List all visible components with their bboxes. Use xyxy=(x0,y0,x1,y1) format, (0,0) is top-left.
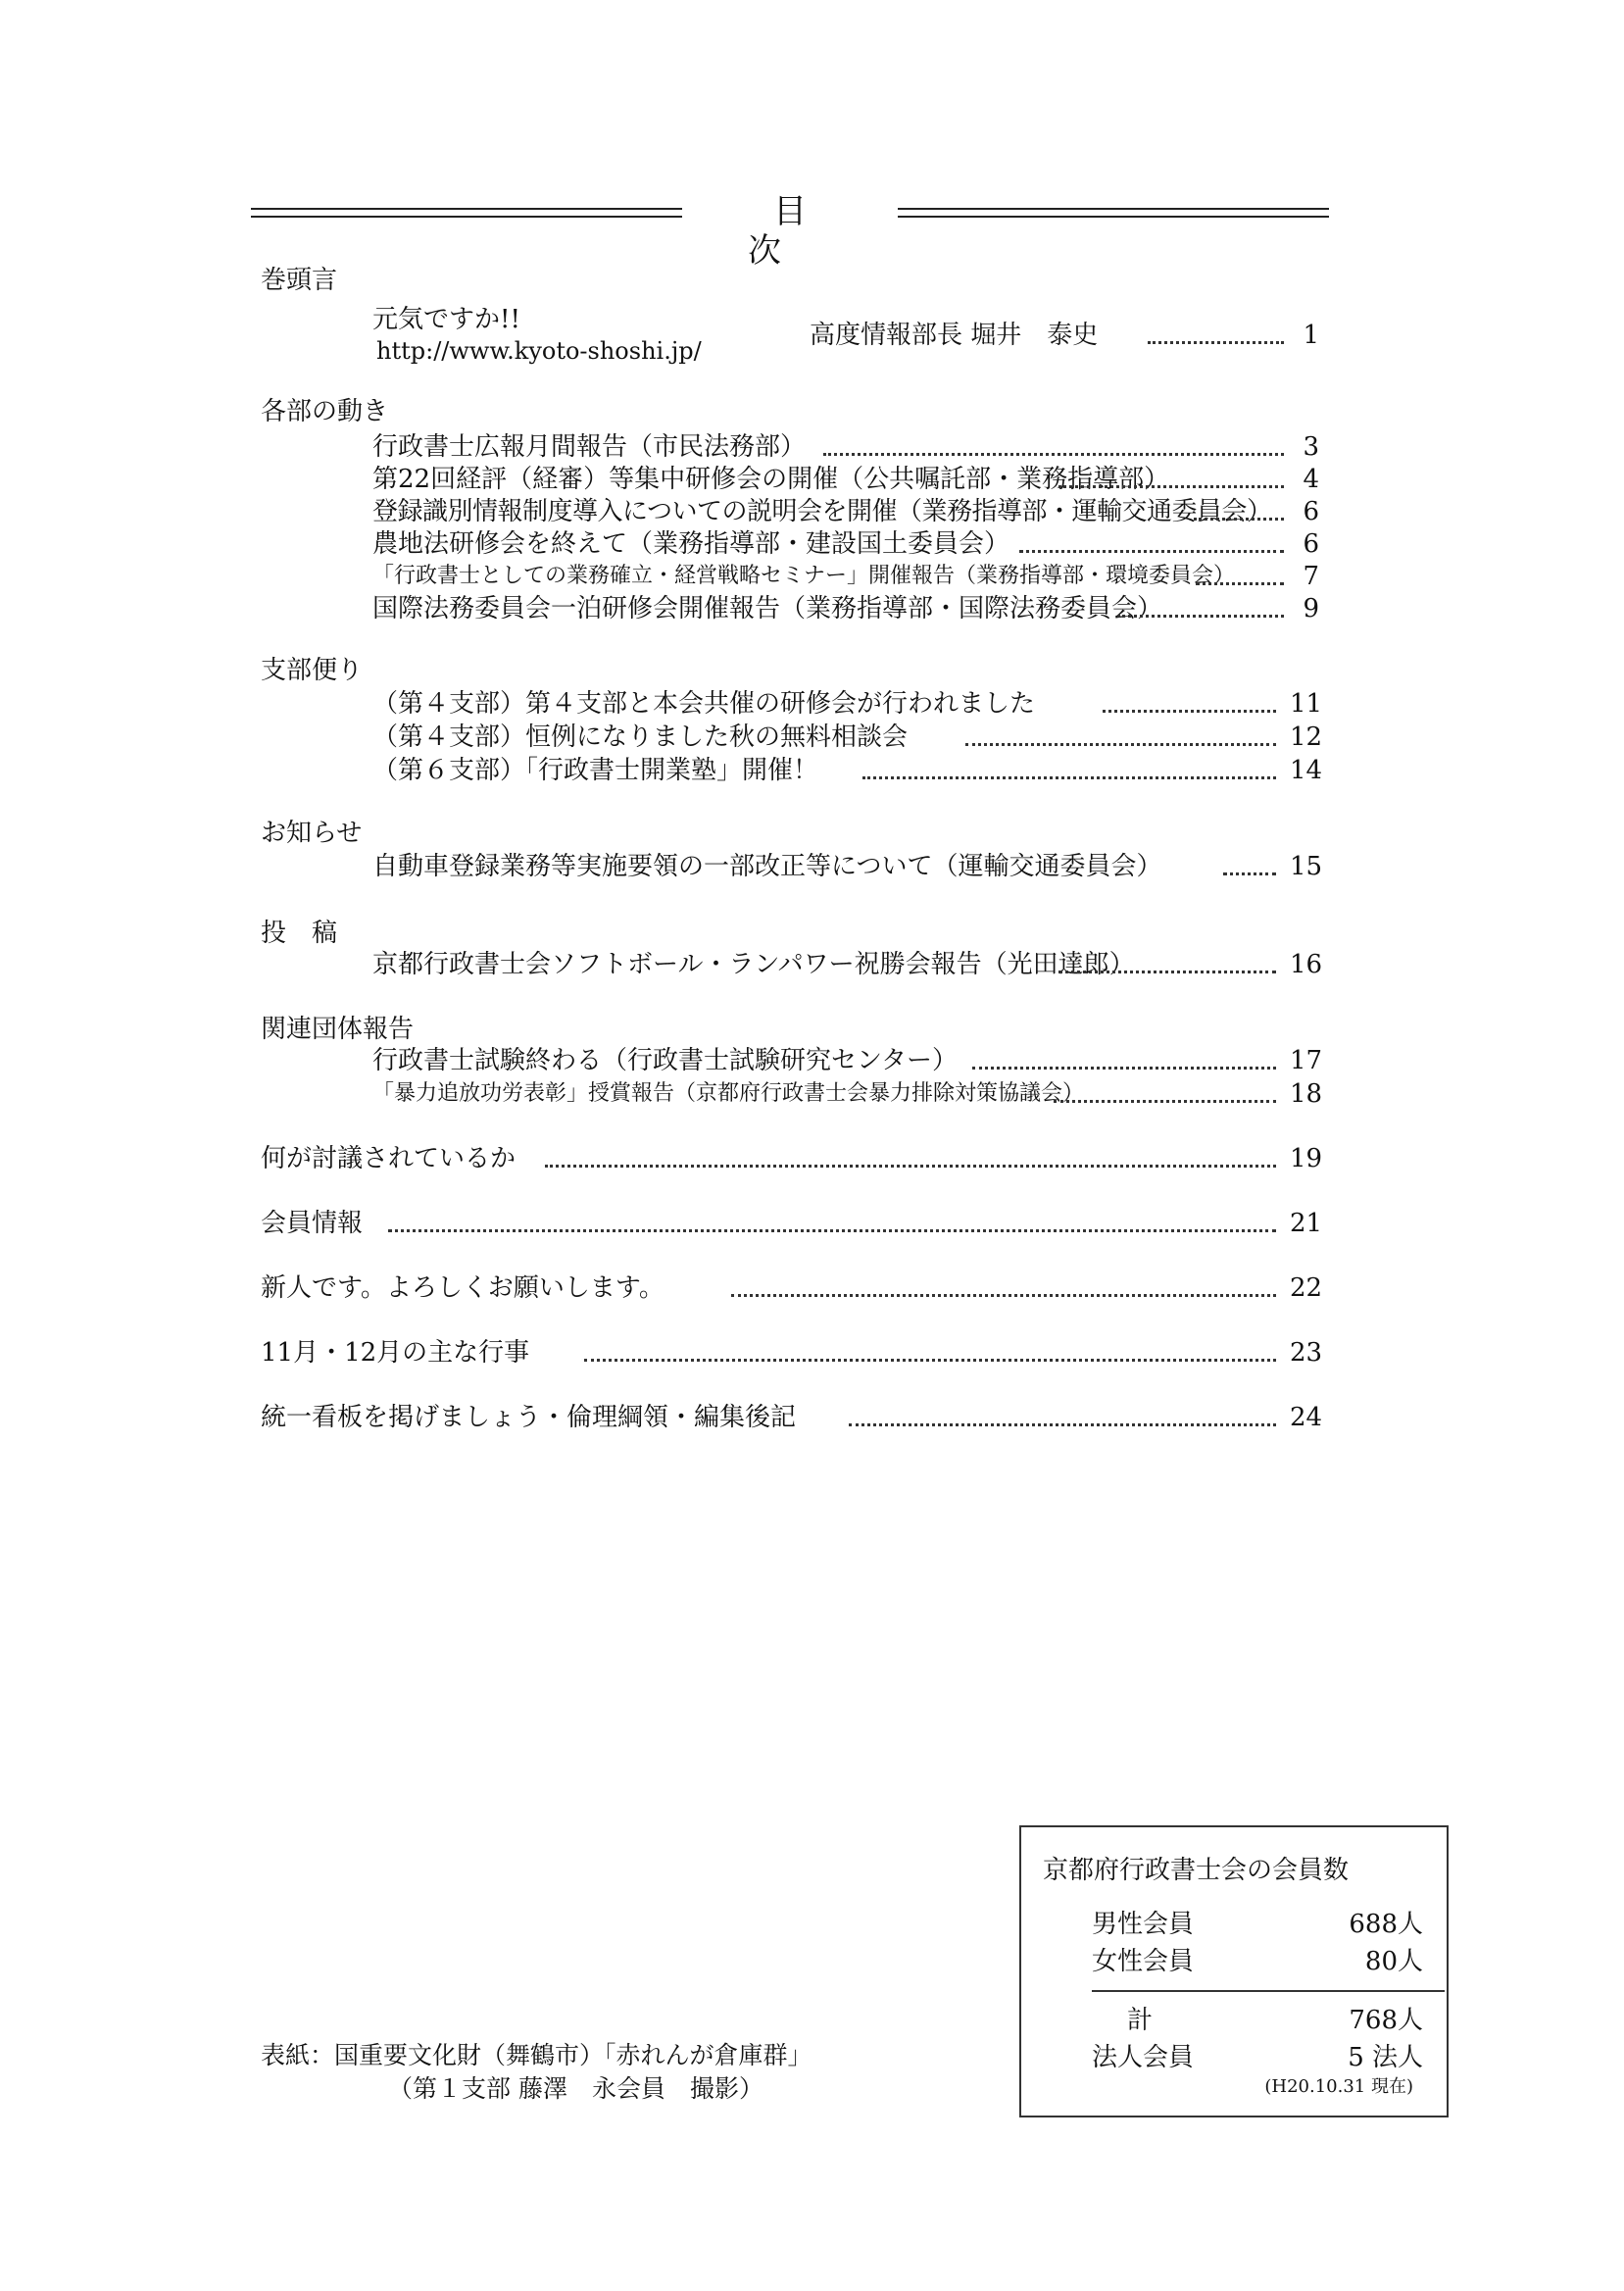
page-number: 9 xyxy=(1303,594,1319,623)
page-number: 23 xyxy=(1290,1338,1323,1368)
page-number: 18 xyxy=(1290,1079,1323,1109)
toc-entry[interactable] xyxy=(372,688,1323,721)
cover-caption xyxy=(261,2039,812,2106)
page-title: 目 次 xyxy=(748,192,942,271)
section-items-shibu xyxy=(372,688,1323,796)
page-number: 22 xyxy=(1290,1273,1323,1303)
leader-dots xyxy=(1054,1100,1276,1103)
page-number: 21 xyxy=(1290,1209,1323,1238)
toc-entry-title: 何が討議されているか xyxy=(261,1143,529,1174)
toc-entry-title: （第４支部）第４支部と本会共催の研修会が行われました xyxy=(372,688,1049,720)
toc-entry-title: 11月・12月の主な行事 xyxy=(261,1337,543,1369)
leader-dots xyxy=(1117,615,1284,618)
cover-caption-line2: （第１支部 藤澤 永会員 撮影） xyxy=(388,2074,763,2103)
toc-entry-title: 「暴力追放功労表彰」授賞報告（京都府行政書士会暴力排除対策協議会） xyxy=(372,1078,1098,1110)
toc-entry-title: 登録識別情報制度導入についての説明会を開催（業務指導部・運輸交通委員会） xyxy=(372,496,1285,527)
section-heading-kanren: 関連団体報告 xyxy=(261,1015,415,1044)
toc-entry-title: 農地法研修会を終えて（業務指導部・建設国土委員会） xyxy=(372,528,1023,560)
toc-entry[interactable] xyxy=(372,949,1323,981)
member-value: 688人 xyxy=(1349,1910,1423,1939)
toc-entry[interactable] xyxy=(372,1078,1323,1111)
member-value: 5 法人 xyxy=(1348,2043,1423,2072)
toc-entry[interactable] xyxy=(810,320,1319,352)
toc-entry[interactable] xyxy=(372,528,1319,561)
standalone-items xyxy=(261,1143,1323,1437)
toc-entry-title: 行政書士試験終わる（行政書士試験研究センター） xyxy=(372,1045,971,1076)
member-value: 80人 xyxy=(1364,1947,1423,1976)
section-heading-kakubu: 各部の動き xyxy=(261,397,389,426)
toc-entry[interactable] xyxy=(372,851,1323,883)
leader-dots xyxy=(545,1165,1276,1168)
toc-entry[interactable] xyxy=(261,1402,1323,1434)
leader-dots xyxy=(965,743,1276,746)
leader-dots xyxy=(972,1067,1276,1070)
toc-entry[interactable] xyxy=(372,722,1323,754)
leader-dots xyxy=(388,1229,1276,1232)
toc-entry-title: （第４支部）恒例になりました秋の無料相談会 xyxy=(372,722,921,753)
toc-entry[interactable] xyxy=(372,593,1319,625)
toc-entry[interactable] xyxy=(372,755,1323,787)
member-label: 女性会員 xyxy=(1092,1947,1195,1976)
leader-dots xyxy=(584,1359,1276,1362)
leader-dots xyxy=(1058,971,1276,973)
section-items-oshirase xyxy=(372,851,1323,884)
leader-dots xyxy=(1223,872,1276,875)
leader-dots xyxy=(1103,710,1276,713)
leader-dots xyxy=(849,1423,1276,1426)
section-items-toukou xyxy=(372,949,1323,982)
toc-entry-author: 高度情報部長 堀井 泰史 xyxy=(810,320,1111,351)
member-row-total xyxy=(1092,2000,1443,2035)
page-number: 12 xyxy=(1290,722,1323,752)
page-number: 14 xyxy=(1290,756,1323,785)
page-number: 16 xyxy=(1290,950,1323,979)
toc-entry-title: 統一看板を掲げましょう・倫理綱領・編集後記 xyxy=(261,1402,810,1433)
page-number: 1 xyxy=(1303,321,1319,350)
toc-entry-title: （第６支部）「行政書士開業塾」開催！ xyxy=(372,755,832,786)
leader-dots xyxy=(731,1294,1276,1297)
member-count-title: 京都府行政書士会の会員数 xyxy=(1043,1856,1350,1885)
cover-caption-line1: 表紙：国重要文化財（舞鶴市）「赤れんが倉庫群」 xyxy=(261,2041,812,2069)
section-items-kakubu xyxy=(372,431,1319,627)
page-number: 19 xyxy=(1290,1144,1323,1173)
toc-entry-title: 「行政書士としての業務確立・経営戦略セミナー」開催報告（業務指導部・環境委員会） xyxy=(372,561,1249,592)
member-label: 計 xyxy=(1127,2006,1154,2035)
toc-entry[interactable] xyxy=(261,1143,1323,1175)
member-row-male xyxy=(1092,1904,1443,1939)
member-row-female xyxy=(1092,1941,1443,1976)
page-number: 15 xyxy=(1290,852,1323,881)
toc-entry[interactable] xyxy=(372,464,1319,496)
page-number: 24 xyxy=(1290,1403,1323,1432)
toc-entry[interactable] xyxy=(372,561,1319,593)
toc-entry[interactable] xyxy=(261,1208,1323,1240)
section-heading-oshirase: お知らせ xyxy=(261,819,363,848)
member-label: 法人会員 xyxy=(1092,2043,1195,2072)
toc-entry-title: 第22回経評（経審）等集中研修会の開催（公共嘱託部・業務指導部） xyxy=(372,464,1183,495)
leader-dots xyxy=(1196,582,1284,585)
leader-dots xyxy=(1058,485,1284,488)
page-number: 7 xyxy=(1303,562,1319,591)
section-heading-shibu: 支部便り xyxy=(261,656,364,685)
toc-entry-title: 新人です。よろしくお願いします。 xyxy=(261,1272,678,1304)
page-number: 11 xyxy=(1290,689,1323,719)
total-divider xyxy=(1092,1990,1445,1992)
toc-entry-title: 国際法務委員会一泊研修会開催報告（業務指導部・国際法務委員会） xyxy=(372,593,1176,624)
leader-dots xyxy=(1194,518,1284,521)
toc-entry-title: 自動車登録業務等実施要領の一部改正等について（運輸交通委員会） xyxy=(372,851,1175,882)
page-number: 3 xyxy=(1303,432,1319,462)
section-items-kanren xyxy=(372,1045,1323,1114)
toc-entry[interactable] xyxy=(372,431,1319,464)
toc-entry[interactable] xyxy=(261,1272,1323,1305)
toc-entry-title: 京都行政書士会ソフトボール・ランパワー祝勝会報告（光田達郎） xyxy=(372,949,1149,980)
section-heading-toukou: 投 稿 xyxy=(261,919,338,948)
leader-dots xyxy=(862,776,1276,779)
section-heading-kantougen: 巻頭言 xyxy=(261,266,338,295)
page-number: 4 xyxy=(1303,465,1319,494)
page-number: 17 xyxy=(1290,1046,1323,1075)
page-number: 6 xyxy=(1303,497,1319,526)
as-of-date: (H20.10.31 現在) xyxy=(1264,2076,1413,2097)
member-value: 768人 xyxy=(1349,2006,1423,2035)
toc-entry-title: 会員情報 xyxy=(261,1208,376,1239)
leader-dots xyxy=(1019,550,1284,553)
member-label: 男性会員 xyxy=(1092,1910,1195,1939)
toc-entry-title: 行政書士広報月間報告（市民法務部） xyxy=(372,431,819,463)
member-row-corp xyxy=(1092,2037,1443,2072)
toc-entry[interactable] xyxy=(261,1337,1323,1370)
toc-entry-title: 元気ですか!! xyxy=(372,305,520,334)
leader-dots xyxy=(1148,341,1284,344)
leader-dots xyxy=(823,453,1284,456)
toc-entry-url: http://www.kyoto-shoshi.jp/ xyxy=(376,337,702,365)
member-count-box xyxy=(1019,1825,1449,2117)
toc-entry[interactable] xyxy=(372,1045,1323,1077)
page-number: 6 xyxy=(1303,529,1319,559)
toc-entry[interactable] xyxy=(372,496,1319,528)
